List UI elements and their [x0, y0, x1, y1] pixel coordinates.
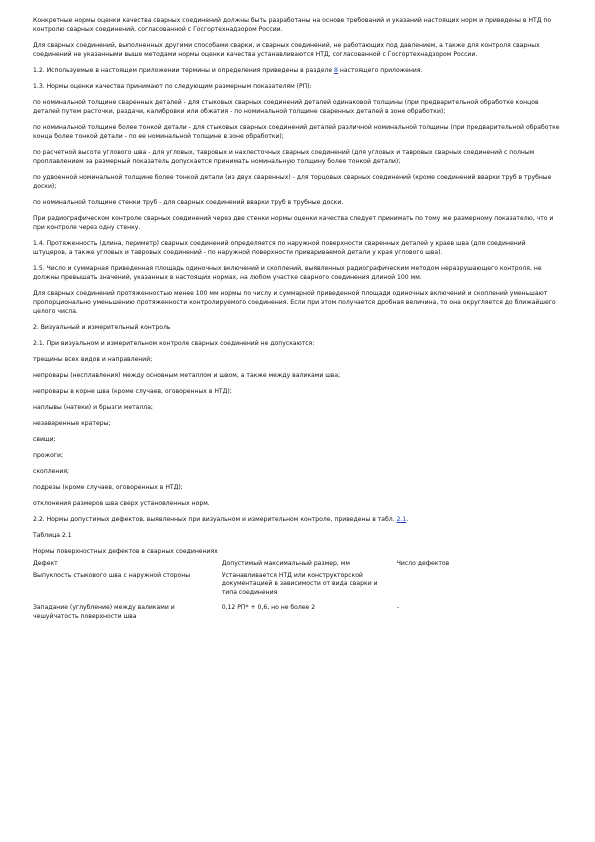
table-cell: Выпуклость стыкового шва с наружной стороны: [33, 571, 191, 579]
section-8-link[interactable]: 8: [334, 67, 338, 74]
section-heading-visual: 2. Визуальный и измерительный контроль: [33, 324, 171, 331]
table-header-row: [33, 560, 473, 572]
paragraph-short-joints: Для сварных соединений протяженностью менее 100 мм нормы по числу и суммарной приведенной площади одиночных включений и скоплений уменьшают пропорционально уменьшению протяженности контролируемого соединения. Если при этом получается дробная величина, то она округляется до ближайшего целого числа.: [33, 290, 556, 315]
paragraph-ntd-norms: Конкретные нормы оценки качества сварных соединений должны быть разработаны на основе требований и указаний настоящих норм и приведены в НТД по контролю сварных соединений, согласованной с Госгортехнадзором России.: [33, 17, 552, 33]
table-label: Таблица 2.1: [33, 532, 72, 539]
table-header-count: Число дефектов: [396, 560, 450, 567]
table-title: Нормы поверхностных дефектов в сварных соединениях: [33, 548, 218, 555]
table-header-defect: Дефект: [33, 560, 58, 567]
paragraph-not-allowed: 2.1. При визуальном и измерительном контроле сварных соединений не допускаются:: [33, 340, 315, 347]
table-ref-text: 2.2. Нормы допустимых дефектов, выявленных при визуальном и измерительном контроле, приведены в табл.: [33, 516, 397, 523]
table-ref-tail: .: [406, 516, 409, 523]
table-cell: Западание (углубление) между валиками и чешуйчатость поверхности шва: [33, 604, 175, 620]
table-cell: [397, 572, 473, 601]
paragraph-fillet: по расчетной высоте углового шва - для угловых, тавровых и нахлесточных сварных соединений (для угловых и тавровых сварных соединений с полным проплавлением за размерный показатель допускается принимать номинальную толщину более тонкой детали);: [33, 149, 535, 165]
paragraph-inclusions: 1.5. Число и суммарная приведенная площадь одиночных включений и скоплений, выявленных радиографическим методом неразрушающего контроля, не должны превышать значений, указанных в настоящих нормах, на любом участке сварного соединения длиной 100 мм.: [33, 265, 542, 281]
paragraph-terms: [33, 66, 561, 75]
list-item-root: непровары в корне шва (кроме случаев, оговоренных в НТД);: [33, 388, 232, 395]
table-cell: -: [396, 604, 399, 611]
list-item-clusters: скопления;: [33, 468, 70, 475]
list-item-cracks: трещины всех видов и направлений;: [33, 356, 153, 363]
table-header-max-size: Допустимый максимальный размер, мм: [221, 560, 350, 567]
paragraph-table-ref: [33, 515, 561, 524]
list-item-fistulas: свищи;: [33, 436, 56, 443]
list-item-craters: незаваренные кратеры;: [33, 420, 111, 427]
terms-text: 1.2. Используемые в настоящем приложении термины и определения приведены в разделе: [33, 67, 335, 74]
paragraph-size-indicators: 1.3. Нормы оценки качества принимают по следующим размерным показателям (РП):: [33, 83, 312, 90]
list-item-burn-through: прожоги;: [33, 452, 64, 459]
paragraph-butt-equal: по номинальной толщине сваренных деталей - для стыковых сварных соединений деталей одинаковой толщины (при предварительной обработке концов деталей путем расточки, раздачи, калибровки или обжатия - по номинальной толщине сваренных деталей в зоне обработки);: [33, 99, 539, 115]
defects-table: [33, 560, 473, 624]
paragraph-butt-different: по номинальной толщине более тонкой детали - для стыковых сварных соединений деталей различной номинальной толщины (при предварительной обработке конца более тонкой детали - по ее номинальной толщине в зоне обработки);: [33, 124, 560, 140]
paragraph-other-methods: Для сварных соединений, выполненных другими способами сварки, и сварных соединений, не работающих под давлением, а также для контроля сварных соединений не указанными выше методами нормы оценки качества устанавливаются НТД, согласованной с Госгортехнадзором России.: [33, 42, 540, 58]
list-item-deviations: отклонения размеров шва сверх установленных норм.: [33, 500, 210, 507]
paragraph-radiographic: При радиографическом контроле сварных соединений через две стенки нормы оценки качества следует принимать по тому же размерному показателю, что и при контроле через одну стенку.: [33, 215, 554, 231]
paragraph-length: 1.4. Протяженность (длина, периметр) сварных соединений определяется по наружной поверхности сваренных деталей у краев шва (для соединений штуцеров, а также угловых и тавровых соединений - по наружной поверхности привариваемой детали у края углового шва).: [33, 240, 526, 256]
list-item-overlaps: наплывы (натеки) и брызги металла;: [33, 404, 153, 411]
table-row: [33, 572, 473, 601]
paragraph-end-joints: по удвоенной номинальной толщине более тонкой детали (из двух сваренных) - для торцовых сварных соединений (кроме соединений вварки труб в трубные доски);: [33, 174, 552, 190]
document-page: [33, 16, 561, 624]
table-2-1-link[interactable]: 2.1: [396, 516, 407, 523]
list-item-undercuts: подрезы (кроме случаев, оговоренных в НТД);: [33, 484, 183, 491]
table-cell: Устанавливается НТД или конструкторской документацией в зависимости от вида сварки и типа соединения: [221, 571, 378, 596]
table-cell: 0,12 РП* + 0,6, но не более 2: [221, 604, 316, 611]
terms-tail: настоящего приложения.: [337, 67, 423, 74]
list-item-lack-of-fusion: непровары (несплавления) между основным металлом и швом, а также между валиками шва;: [33, 372, 341, 379]
paragraph-tube-sheet: по номинальной толщине стенки труб - для сварных соединений вварки труб в трубные доски.: [33, 199, 344, 206]
table-row: [33, 600, 473, 624]
